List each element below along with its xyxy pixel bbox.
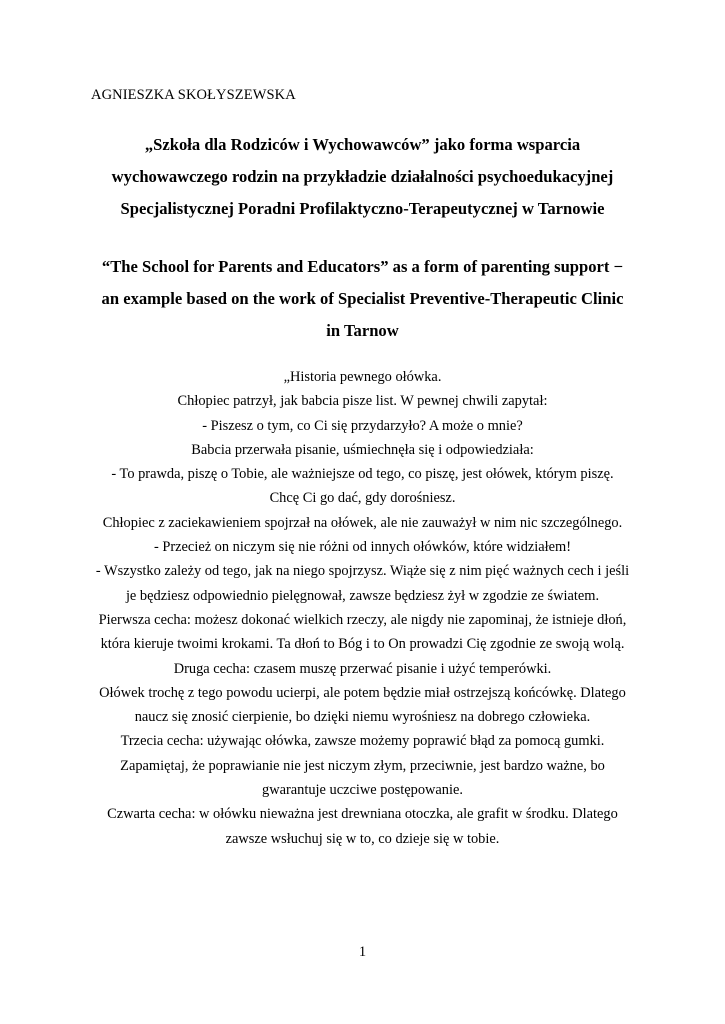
title-english-line: in Tarnow bbox=[326, 321, 399, 340]
story-line: Pierwsza cecha: możesz dokonać wielkich rzeczy, ale nigdy nie zapominaj, że istnieje dłoń, bbox=[98, 611, 627, 628]
story-line: która kieruje twoimi krokami. Ta dłoń to Bóg i to On prowadzi Cię zgodnie ze swoją wolą. bbox=[100, 636, 625, 653]
title-english-line: “The School for Parents and Educators” as a form of parenting support − bbox=[101, 257, 624, 276]
title-polish bbox=[70, 129, 655, 225]
story-line: Druga cecha: czasem muszę przerwać pisanie i użyć temperówki. bbox=[173, 660, 552, 677]
story-line: Chłopiec patrzył, jak babcia pisze list. W pewnej chwili zapytał: bbox=[177, 393, 548, 410]
story-line: Trzecia cecha: używając ołówka, zawsze możemy poprawić błąd za pomocą gumki. bbox=[120, 733, 605, 750]
story-line: Ołówek trochę z tego powodu ucierpi, ale potem będzie miał ostrzejszą końcówkę. Dlatego bbox=[99, 684, 626, 701]
pencil-story-quote bbox=[60, 365, 665, 851]
story-line: - To prawda, piszę o Tobie, ale ważniejsze od tego, co piszę, jest ołówek, którym piszę. bbox=[111, 466, 614, 483]
story-line: Czwarta cecha: w ołówku nieważna jest drewniana otoczka, ale grafit w środku. Dlatego bbox=[107, 806, 618, 823]
story-line: Zapamiętaj, że poprawianie nie jest niczym złym, przeciwnie, jest bardzo ważne, bo bbox=[120, 757, 605, 774]
story-line: zawsze wsłuchuj się w to, co dzieje się w tobie. bbox=[225, 830, 500, 847]
story-line: „Historia pewnego ołówka. bbox=[283, 369, 442, 385]
page-number: 1 bbox=[358, 944, 367, 960]
story-line: Babcia przerwała pisanie, uśmiechnęła się i odpowiedziała: bbox=[191, 441, 534, 458]
story-line: - Piszesz o tym, co Ci się przydarzyło? A może o mnie? bbox=[202, 417, 523, 434]
story-line: - Przecież on niczym się nie różni od innych ołówków, które widziałem! bbox=[153, 539, 572, 556]
title-english bbox=[70, 251, 655, 347]
title-english-line: an example based on the work of Specialist Preventive-Therapeutic Clinic bbox=[101, 289, 624, 308]
author-name: AGNIESZKA SKOŁYSZEWSKA bbox=[91, 87, 296, 103]
story-line: gwarantuje uczciwe postępowanie. bbox=[262, 782, 463, 799]
story-line: Chcę Ci go dać, gdy dorośniesz. bbox=[269, 490, 456, 507]
story-line: Chłopiec z zaciekawieniem spojrzał na ołówek, ale nie zauważył w nim nic szczególnego. bbox=[102, 514, 623, 531]
title-polish-line: Specjalistycznej Poradni Profilaktyczno-Terapeutycznej w Tarnowie bbox=[120, 199, 605, 218]
title-polish-line: „Szkoła dla Rodziców i Wychowawców” jako forma wsparcia bbox=[144, 135, 581, 154]
story-line: je będziesz odpowiednio pielęgnował, zawsze będziesz żył w zgodzie ze światem. bbox=[125, 587, 600, 604]
story-line: naucz się znosić cierpienie, bo dzięki niemu wyrośniesz na dobrego człowieka. bbox=[134, 709, 591, 726]
title-polish-line: wychowawczego rodzin na przykładzie działalności psychoedukacyjnej bbox=[111, 167, 614, 186]
story-line: - Wszystko zależy od tego, jak na niego spojrzysz. Wiąże się z nim pięć ważnych cech i jeśli bbox=[95, 563, 630, 580]
